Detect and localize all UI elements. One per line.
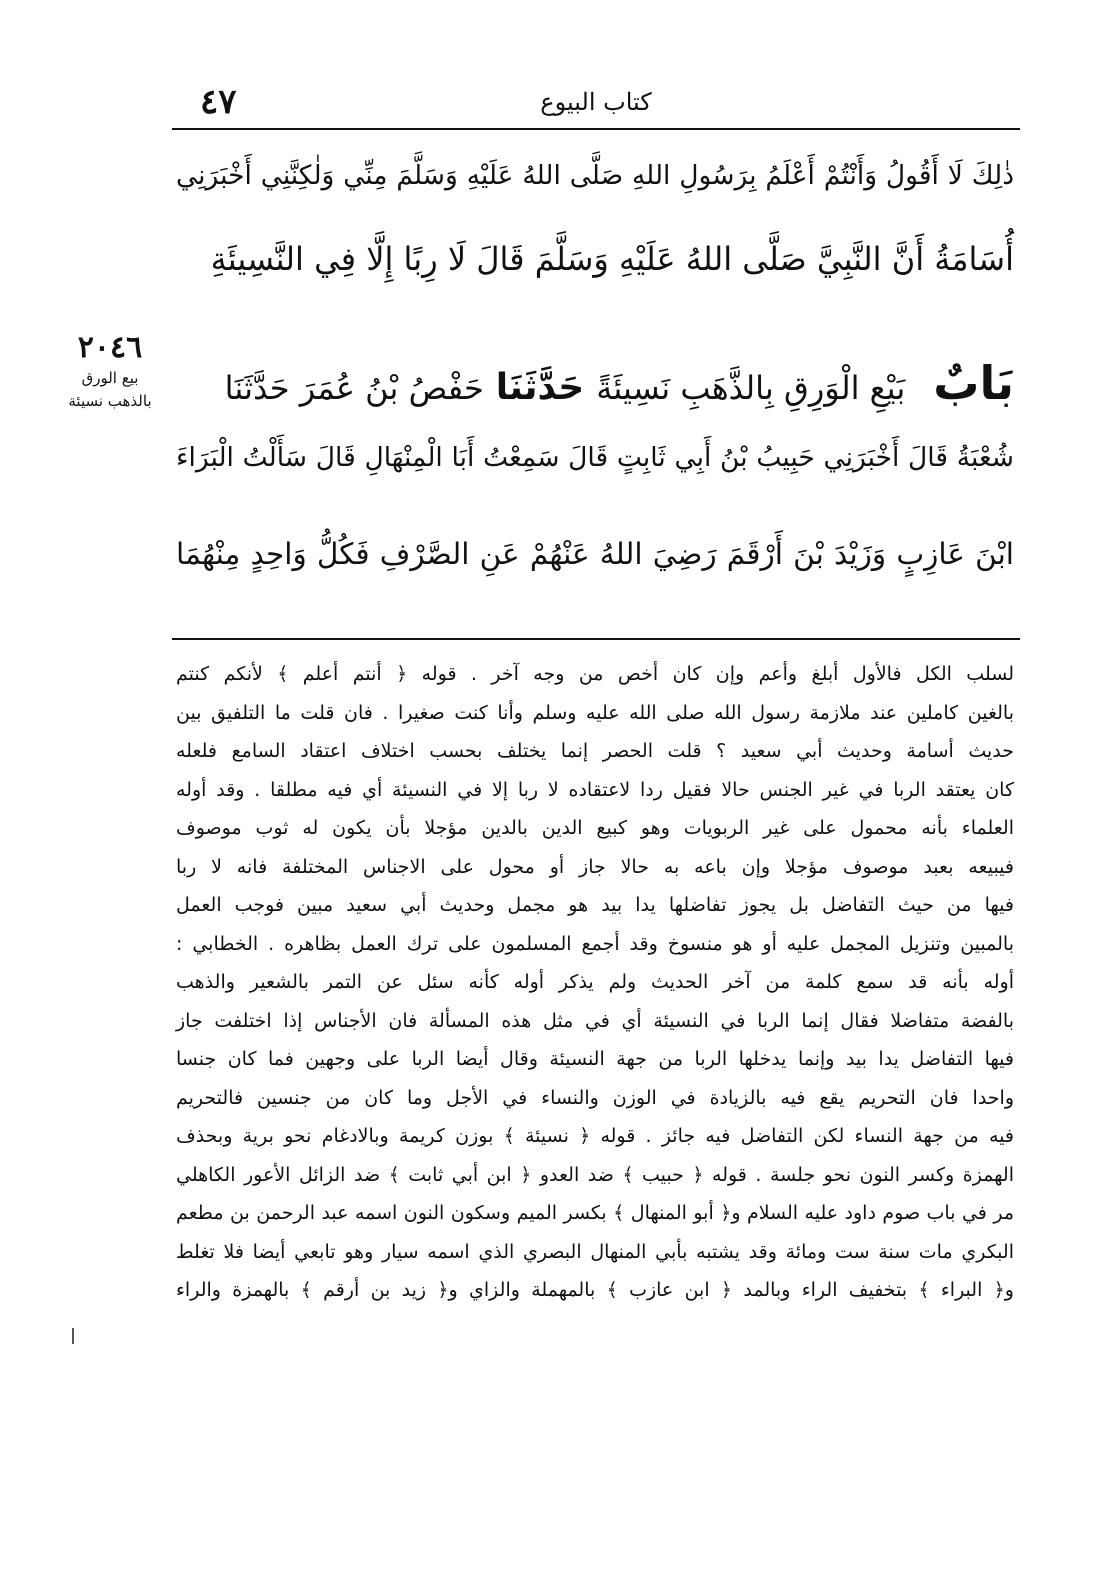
- commentary-line: فيه من جهة النساء لكن التفاضل فيه جائز . قوله ﴿ نسيئة ﴾ بوزن كريمة وبالادغام نحو برية وبحذف: [176, 1125, 1014, 1147]
- commentary-line: الهمزة وكسر النون نحو جلسة . قوله ﴿ حبيب ﴾ ضد العدو ﴿ ابن أبي ثابت ﴾ ضد الزائل الأعور الكاهلي: [176, 1163, 1014, 1186]
- commentary-line: و﴿ البراء ﴾ بتخفيف الراء وبالمد ﴿ ابن عازب ﴾ بالمهملة والزاي و﴿ زيد بن أرقم ﴾ بالهمزة والراء: [176, 1279, 1014, 1301]
- page-number: ٤٧: [200, 82, 237, 122]
- commentary-line: فيها من حيث التفاضل بل يجوز تفاضلها يدا بيد هو مجمل وحديث أبي سعيد مبين فوجب العمل: [176, 894, 1014, 916]
- margin-note: [58, 330, 162, 411]
- chapter-narrator: حَفْصُ بْنُ عُمَرَ حَدَّثَنَا: [224, 369, 484, 407]
- hadith-line-2: أُسَامَةُ أَنَّ النَّبِيَّ صَلَّى اللهُ عَلَيْهِ وَسَلَّمَ قَالَ لَا رِبًا إِلَّا فِي النَّسِيئَةِ: [210, 240, 1014, 278]
- chapter-title: بَيْعِ الْوَرِقِ بِالذَّهَبِ نَسِيئَةً: [596, 369, 906, 407]
- chapter-heading-line: [176, 356, 1014, 410]
- commentary-line: حديث أسامة وحديث أبي سعيد ؟ قلت الحصر إنما يختلف بحسب اختلاف اعتقاد السامع فلعله: [176, 740, 1014, 762]
- commentary-line: بالمبين وتنزيل المجمل عليه أو هو منسوخ وقد أجمع المسلمون على ترك العمل بظاهره . الخطابي :: [176, 932, 1014, 955]
- commentary-block: [176, 655, 1014, 1310]
- margin-mark: [72, 1328, 74, 1344]
- chapter-note-line-2: بالذهب نسيئة: [68, 391, 152, 410]
- commentary-line: كان يعتقد الربا في غير الجنس حالا فقيل ردا لاعتقاده لا ربا إلا في النسيئة أي فيه مطلقا . وقد أوله: [176, 778, 1014, 801]
- page-header: [172, 78, 1020, 126]
- haddathana-word: حَدَّثَنَا: [495, 367, 585, 408]
- commentary-rule: [172, 638, 1020, 640]
- hadith-line-1: ذٰلِكَ لَا أَقُولُ وَأَنْتُمْ أَعْلَمُ بِرَسُولِ اللهِ صَلَّى اللهُ عَلَيْهِ وَسَلَّمَ مِنِّي وَلٰكِنَّنِي أَخْبَرَنِي: [176, 160, 1014, 191]
- commentary-line: بالغين كاملين عند ملازمة رسول الله صلى الله عليه وسلم وأنا كنت صغيرا . فان قلت ما التلفيق بين: [176, 701, 1014, 724]
- hadith-line-5: ابْنَ عَازِبٍ وَزَيْدَ بْنَ أَرْقَمَ رَضِيَ اللهُ عَنْهُمْ عَنِ الصَّرْفِ فَكُلُّ وَاحِدٍ مِنْهُمَا: [176, 537, 1014, 571]
- commentary-line: فيبيعه بعبد موصوف مؤجلا وإن باعه به حالا جاز أو محول على الاجناس المختلفة فانه لا ربا: [176, 855, 1014, 878]
- commentary-line: فيها التفاضل يدا بيد وإنما يدخلها الربا من جهة النسيئة وقال أيضا الربا على وجهين فما كان جنسا: [176, 1048, 1014, 1070]
- commentary-line: مر في باب صوم داود عليه السلام و﴿ أبو المنهال ﴾ بكسر الميم وسكون النون اسمه عبد الرحمن بن مطعم: [176, 1202, 1014, 1224]
- commentary-line: واحدا فان التحريم يقع فيه بالزيادة في الوزن والنساء في الأجل وما كان من جنسين فالتحريم: [176, 1086, 1014, 1109]
- chapter-number: ٢٠٤٦: [77, 330, 143, 365]
- chapter-word: بَابٌ: [933, 356, 1014, 410]
- commentary-line: العلماء بأنه محمول على غير الربويات وهو كبيع الدين بالدين مؤجلا بأن يكون له ثوب موصوف: [176, 817, 1014, 839]
- chapter-note-line-1: بيع الورق: [81, 369, 139, 387]
- commentary-line: البكري مات سنة ست ومائة وقد يشتبه بأبي المنهال البصري الذي اسمه سيار وهو تابعي أيضا فلا تغلط: [176, 1240, 1014, 1263]
- header-rule: [172, 128, 1020, 130]
- commentary-line: أوله بأنه قد سمع كلمة من آخر الحديث ولم يذكر أوله كأنه سئل عن التمر بالشعير والذهب: [176, 971, 1014, 993]
- hadith-line-4: شُعْبَةُ قَالَ أَخْبَرَنِي حَبِيبُ بْنُ أَبِي ثَابِتٍ قَالَ سَمِعْتُ أَبَا الْمِنْهَالِ قَالَ سَأَلْتُ الْبَرَاءَ: [176, 442, 1014, 473]
- commentary-line: لسلب الكل فالأول أبلغ وأعم وإن كان أخص من وجه آخر . قوله ﴿ أنتم أعلم ﴾ لأنكم كنتم: [176, 663, 1014, 685]
- commentary-line: بالفضة متفاضلا فقال إنما الربا في النسيئة أي في مثل هذه المسألة فان الأجناس إذا اختلفت جاز: [176, 1009, 1014, 1032]
- book-title: كتاب البيوع: [540, 88, 652, 116]
